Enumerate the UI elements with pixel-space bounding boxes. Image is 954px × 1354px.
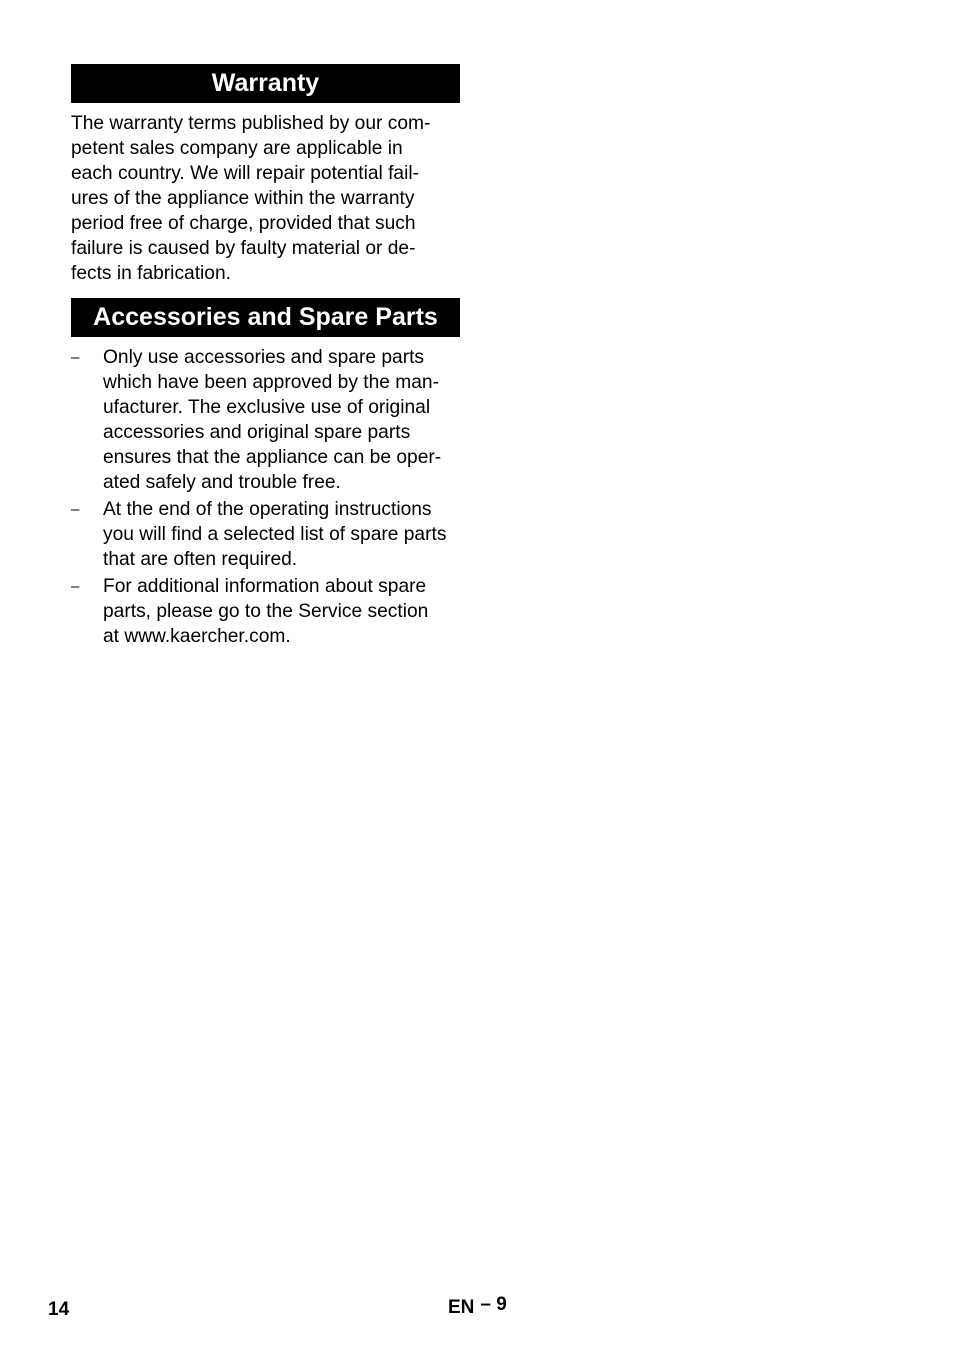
text-line: fects in fabrication.: [71, 263, 231, 284]
text-line: ufacturer. The exclusive use of original: [103, 397, 431, 418]
text-line: The warranty terms published by our com-: [71, 113, 431, 134]
language-code: EN: [448, 1297, 475, 1318]
list-item: [71, 497, 460, 572]
text-line: at www.kaercher.com.: [103, 626, 291, 647]
text-line: that are often required.: [103, 549, 298, 570]
text-line: each country. We will repair potential fail-: [71, 163, 420, 184]
warranty-heading: Warranty: [71, 64, 460, 103]
content-column: [71, 64, 460, 651]
dash-bullet: –: [71, 349, 80, 366]
list-item: [71, 345, 460, 495]
text-line: ated safely and trouble free.: [103, 472, 341, 493]
text-line: which have been approved by the man-: [103, 372, 439, 393]
text-line: parts, please go to the Service section: [103, 601, 429, 622]
text-line: petent sales company are applicable in: [71, 138, 403, 159]
text-line: failure is caused by faulty material or de-: [71, 238, 416, 259]
text-line: For additional information about spare: [103, 576, 427, 597]
warranty-text: [71, 111, 460, 286]
page-reference: [448, 1294, 507, 1319]
dash-bullet: –: [71, 578, 80, 595]
accessories-heading: Accessories and Spare Parts: [71, 298, 460, 337]
text-line: At the end of the operating instructions: [103, 499, 432, 520]
text-line: ensures that the appliance can be oper-: [103, 447, 442, 468]
text-line: ures of the appliance within the warranty: [71, 188, 415, 209]
text-line: accessories and original spare parts: [103, 422, 411, 443]
section-page: – 9: [480, 1294, 507, 1315]
page-number: 14: [48, 1299, 70, 1320]
text-line: Only use accessories and spare parts: [103, 347, 425, 368]
text-line: you will find a selected list of spare parts: [103, 524, 447, 545]
accessories-list: [71, 345, 460, 649]
list-item: [71, 574, 460, 649]
dash-bullet: –: [71, 501, 80, 518]
text-line: period free of charge, provided that such: [71, 213, 416, 234]
